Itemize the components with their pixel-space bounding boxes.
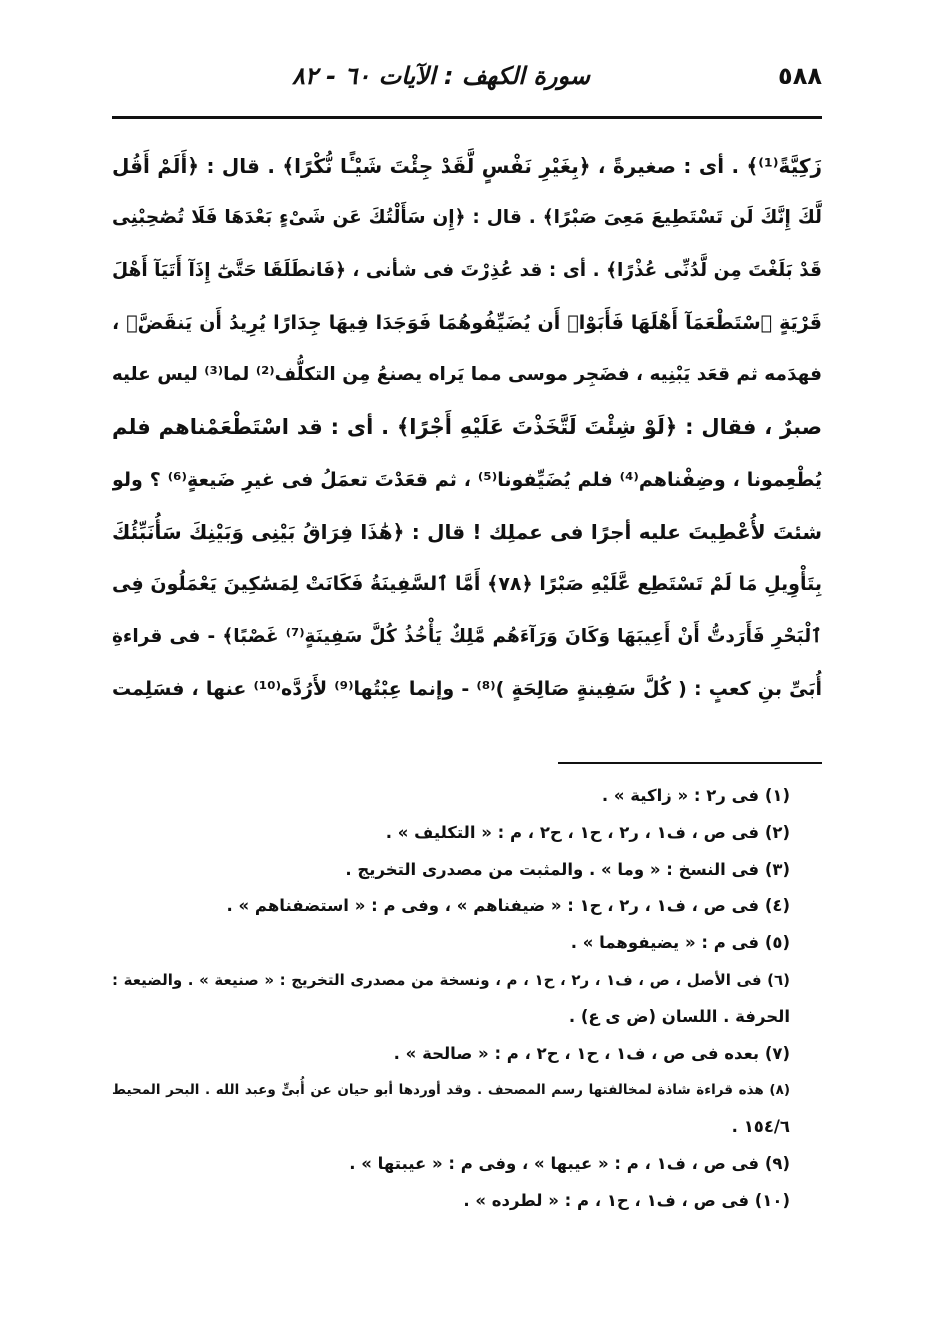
text-line: قَرْيَةٍ ٱسْتَطْعَمَآ أَهْلَهَا فَأَبَوْا۟ أَن يُضَيِّفُوهُمَا فَوَجَدَا فِيهَا جِدَارًا يُرِيدُ أَن يَنقَضَّ﴾ ، (112, 311, 822, 334)
footnote-continuation: الحرفة . اللسان (ض ى ع) . (568, 1006, 790, 1026)
footnote: (٢) فى ص ، ف١ ، ر٢ ، ح١ ، ح٢ ، م : « التكليف » . (385, 822, 790, 842)
text-line: ٱلْبَحْرِ فَأَرَدتُّ أَنْ أَعِيبَهَا وَكَانَ وَرَآءَهُم مَّلِكٌ يَأْخُذُ كُلَّ سَفِينَةٍ⁽⁷⁾ غَصْبًا﴾ - فى قراءةِ (112, 625, 822, 647)
text-line: صبرٌ ، فقال : ﴿لَوْ شِئْتَ لَتَّخَذْتَ عَلَيْهِ أَجْرًا﴾ . أى : قد اسْتَطْعَمْناهم فلم (112, 415, 822, 440)
page-number: ٥٨٨ (778, 62, 822, 90)
footnote: (٣) فى النسخ : « وما » . والمثبت من مصدرى التخريج . (345, 859, 790, 879)
footnote: (٩) فى ص ، ف١ ، م : « عيبها » ، وفى م : « عيبتها » . (349, 1153, 790, 1173)
header-rule (112, 116, 822, 119)
footnote: (١٠) فى ص ، ف١ ، ح١ ، م : « لطرده » . (463, 1190, 790, 1210)
text-line: بِتَأْوِيلِ مَا لَمْ تَسْتَطِع عَّلَيْهِ صَبْرًا ﴿٧٨﴾ أَمَّا ٱلسَّفِينَةُ فَكَانَتْ لِمَسَٰكِينَ يَعْمَلُونَ فِى (112, 573, 822, 596)
page-header (112, 62, 822, 102)
text-line: يُطْعِمونا ، وضِفْناهم⁽⁴⁾ فلم يُضَيِّفونا⁽⁵⁾ ، ثم قعَدْتَ تعمَلُ فى غيرِ ضَيعةٍ⁽⁶⁾ ؟ ولو (112, 468, 822, 491)
text-line: قَدْ بَلَغْتَ مِن لَّدُنِّى عُذْرًا﴾ . أى : قد عُذِرْتَ فى شأنى ، ﴿فَانطَلَقَا حَتَّىٰٓ إِذَآ أَتَيَآ أَهْلَ (112, 259, 822, 281)
footnote-separator (558, 762, 822, 764)
text-line: شئتَ لأُعْطِيتَ عليه أجرًا فى عملِك ! قال : ﴿هَٰذَا فِرَاقُ بَيْنِى وَبَيْنِكَ سَأُنَبِّئُكَ (112, 520, 822, 545)
footnotes (112, 778, 790, 1220)
footnote: (٧) بعده فى ص ، ف١ ، ح١ ، ح٢ ، م : « صالحة » . (393, 1043, 790, 1063)
footnote: (٥) فى م : « يضيفوهما » . (570, 933, 790, 953)
footnote-continuation: ١٥٤/٦ . (731, 1117, 790, 1137)
main-text (112, 140, 822, 715)
text-line: أُبَىِّ بنِ كعبٍ : ( كُلَّ سَفِينةٍ صَالِحَةٍ )⁽⁸⁾ - وإنما عِبْتُها⁽⁹⁾ لأَرُدَّه⁽¹⁰⁾ عنها ، فسَلِمت (112, 677, 822, 700)
running-title: سورة الكهف : الآيات ٦٠ - ٨٢ (291, 62, 590, 90)
footnote: (٤) فى ص ، ف١ ، ر٢ ، ح١ : « ضيفناهم » ، وفى م : « استضفناهم » . (226, 896, 790, 916)
text-line: فهدَمه ثم قعَد يَبْنِيه ، فضَجِر موسى مما يَراه يصنعُ مِن التكلُّف⁽²⁾ لما⁽³⁾ ليس عليه (112, 364, 822, 386)
footnote: (٨) هذه قراءة شاذة لمخالفتها رسم المصحف . وقد أوردها أبو حيان عن أُبىٍّ وعبد الله . البحر المحيط (112, 1082, 790, 1099)
footnote: (١) فى ر٢ : « زاكية » . (601, 786, 790, 805)
text-line: زَكِيَّةً⁽¹⁾﴾ . أى : صغيرةً ، ﴿بِغَيْرِ نَفْسٍ لَّقَدْ جِئْتَ شَيْـًٔا نُّكْرًا﴾ . قال : ﴿أَلَمْ أَقُل (112, 154, 822, 178)
footnote: (٦) فى الأصل ، ص ، ف١ ، ر٢ ، ح١ ، م ، ونسخة من مصدرى التخريج : « صنيعة » . والضيعة : (112, 970, 790, 989)
text-line: لَّكَ إِنَّكَ لَن تَسْتَطِيعَ مَعِىَ صَبْرًا﴾ . قال : ﴿إِن سَأَلْتُكَ عَن شَىْءٍ بَعْدَهَا فَلَا تُصَٰحِبْنِى (112, 207, 822, 229)
